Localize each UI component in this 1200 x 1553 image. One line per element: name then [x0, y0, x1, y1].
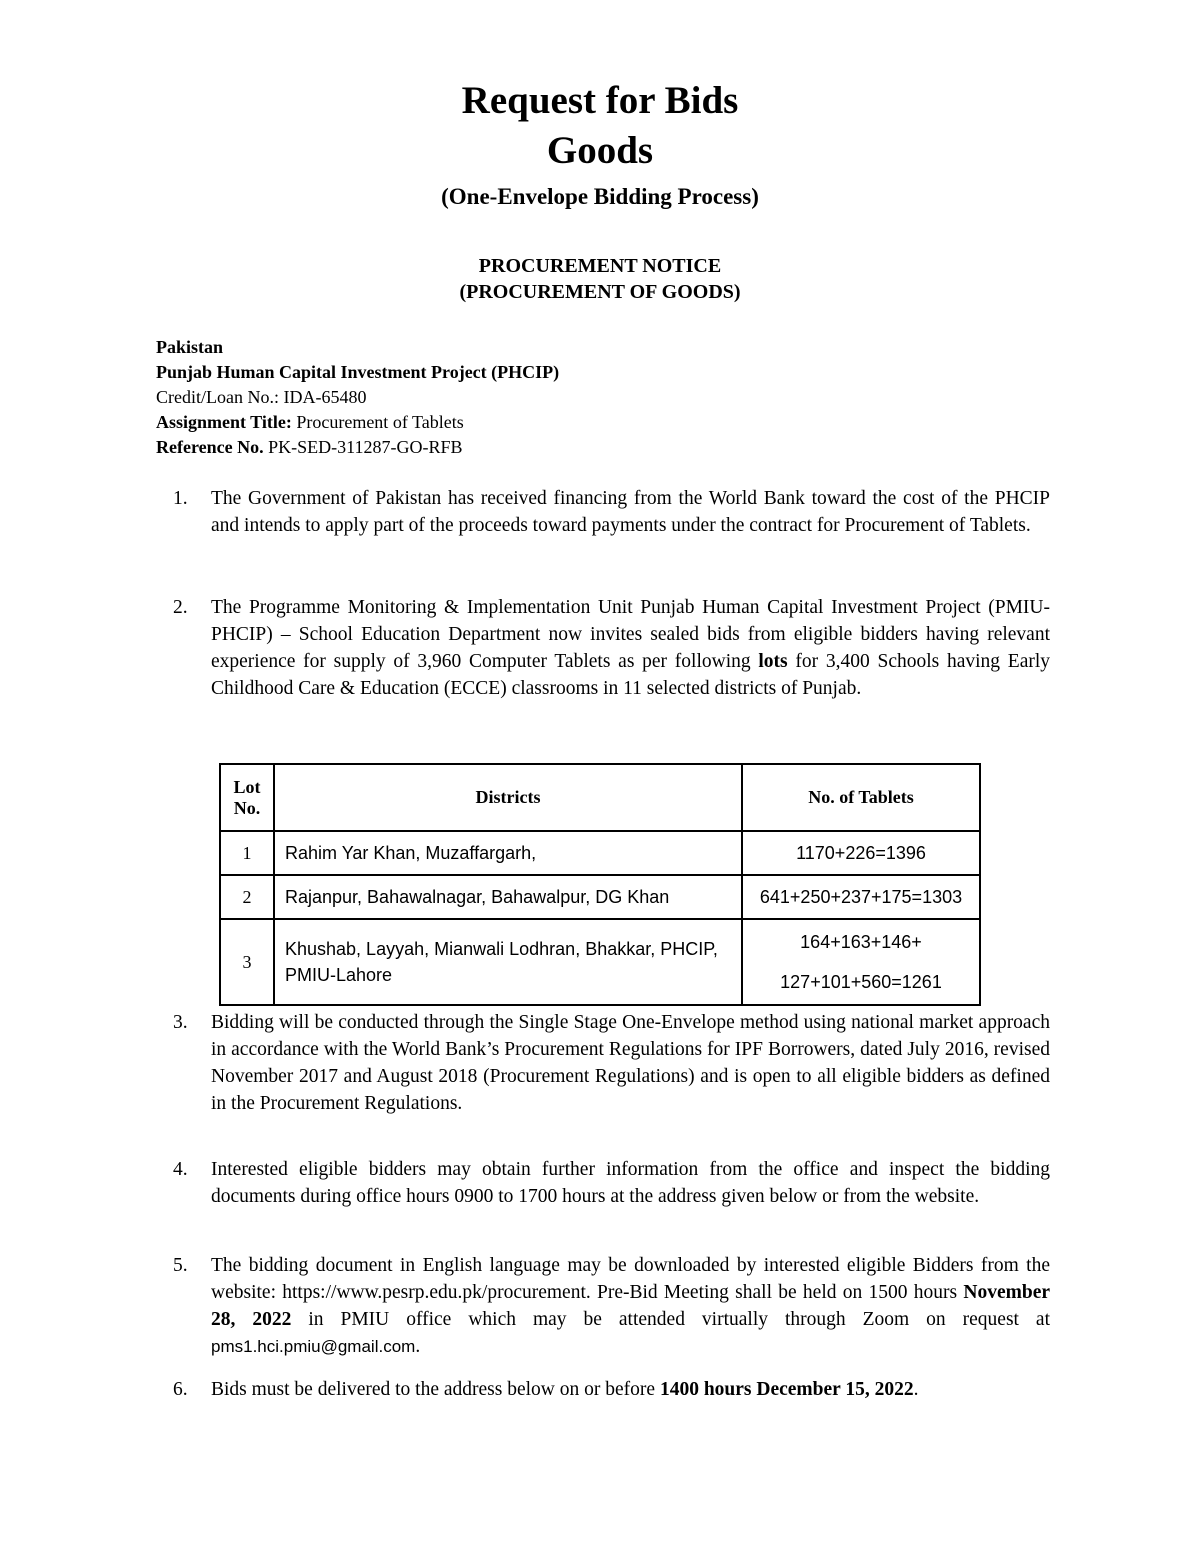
tablets-line-2: 127+101+560=1261: [780, 972, 942, 992]
paragraph-4: [173, 1156, 1050, 1210]
header-no-of-tablets: No. of Tablets: [742, 764, 980, 831]
paragraph-text: Interested eligible bidders may obtain further information from the office and inspect the bidding documents during office hours 0900 to 1700 hours at the address given below or from the website.: [211, 1159, 1050, 1207]
paragraph-1: [173, 485, 1050, 539]
paragraph-text: in PMIU office which may be attended virtually through Zoom on request at: [308, 1309, 1051, 1330]
table-row: [220, 831, 980, 875]
lot-number: 1: [220, 831, 274, 875]
project-name: Punjab Human Capital Investment Project (PHCIP): [156, 362, 560, 382]
pre-bid-date: November 28, 2022: [211, 1282, 1051, 1330]
lots-table: [219, 763, 981, 1006]
credit-number: Credit/Loan No.: IDA-65480: [156, 387, 367, 407]
title-line-2: Goods: [546, 129, 654, 172]
lot-number: 3: [220, 919, 274, 1005]
paragraph-end: .: [913, 1379, 919, 1400]
table-row: [220, 919, 980, 1005]
table-row: [220, 875, 980, 919]
table-header-row: [220, 764, 980, 831]
districts-cell: Rajanpur, Bahawalnagar, Bahawalpur, DG Khan: [274, 875, 742, 919]
paragraph-number: 5.: [173, 1255, 188, 1276]
assignment-value: Procurement of Tablets: [296, 412, 464, 432]
paragraph-number: 6.: [173, 1379, 188, 1400]
paragraph-text: The bidding document in English language may be downloaded by interested eligible Bidders from the website: https://www.pesrp.edu.pk/procurement. Pre-Bid Meeting shall be held on 1500 hours: [211, 1255, 1050, 1303]
paragraph-number: 3.: [173, 1012, 188, 1033]
paragraph-6: [173, 1376, 1050, 1403]
paragraph-number: 4.: [173, 1159, 188, 1180]
paragraph-text: Bids must be delivered to the address below on or before: [211, 1379, 656, 1400]
header-lot-no: Lot No.: [220, 764, 274, 831]
paragraph-5: [173, 1252, 1050, 1360]
contact-email[interactable]: pms1.hci.pmiu@gmail.com: [211, 1337, 416, 1356]
tablets-cell: 1170+226=1396: [742, 831, 980, 875]
bid-deadline: 1400 hours December 15, 2022: [659, 1379, 914, 1400]
paragraph-number: 1.: [173, 488, 188, 509]
reference-value: PK-SED-311287-GO-RFB: [268, 437, 463, 457]
project-info: [156, 335, 559, 460]
header-districts: Districts: [274, 764, 742, 831]
paragraph-bold: lots: [758, 651, 788, 672]
paragraph-number: 2.: [173, 597, 188, 618]
lot-number: 2: [220, 875, 274, 919]
paragraph-text: Bidding will be conducted through the Single Stage One-Envelope method using national market approach in accordance with the World Bank’s Procurement Regulations for IPF Borrowers, dated July 2016, revised November 2017 and August 2018 (Procurement Regulations) and is open to all eligible bidders as defined in the Procurement Regulations.: [211, 1012, 1050, 1114]
tablets-cell: [742, 919, 980, 1005]
districts-cell: Khushab, Layyah, Mianwali Lodhran, Bhakkar, PHCIP, PMIU-Lahore: [274, 919, 742, 1005]
paragraph-end: .: [415, 1336, 421, 1357]
paragraph-text: The Government of Pakistan has received financing from the World Bank toward the cost of the PHCIP and intends to apply part of the proceeds toward payments under the contract for Procurement of Tablets.: [211, 488, 1050, 536]
title-line-1: Request for Bids: [461, 79, 739, 122]
country: Pakistan: [156, 337, 224, 357]
paragraph-3: [173, 1009, 1050, 1117]
reference-label: Reference No.: [156, 437, 264, 457]
tablets-line-1: 164+163+146+: [800, 932, 922, 952]
notice-line-1: PROCUREMENT NOTICE: [478, 255, 722, 277]
assignment-label: Assignment Title:: [156, 412, 292, 432]
paragraph-text: for 3,400 Schools having Early Childhood Care & Education (ECCE) classrooms in 11 selected districts of Punjab.: [211, 651, 1051, 699]
notice-line-2: (PROCUREMENT OF GOODS): [459, 281, 741, 303]
tablets-cell: 641+250+237+175=1303: [742, 875, 980, 919]
subtitle: (One-Envelope Bidding Process): [441, 184, 759, 209]
procurement-notice-heading: [0, 253, 1200, 305]
paragraph-text: The Programme Monitoring & Implementation Unit Punjab Human Capital Investment Project (PMIU-PHCIP) – School Education Department now invites sealed bids from eligible bidders having relevant experience for supply of 3,960 Computer Tablets as per following: [211, 597, 1050, 672]
districts-cell: Rahim Yar Khan, Muzaffargarh,: [274, 831, 742, 875]
document-title: [0, 76, 1200, 176]
paragraph-2: [173, 594, 1050, 702]
